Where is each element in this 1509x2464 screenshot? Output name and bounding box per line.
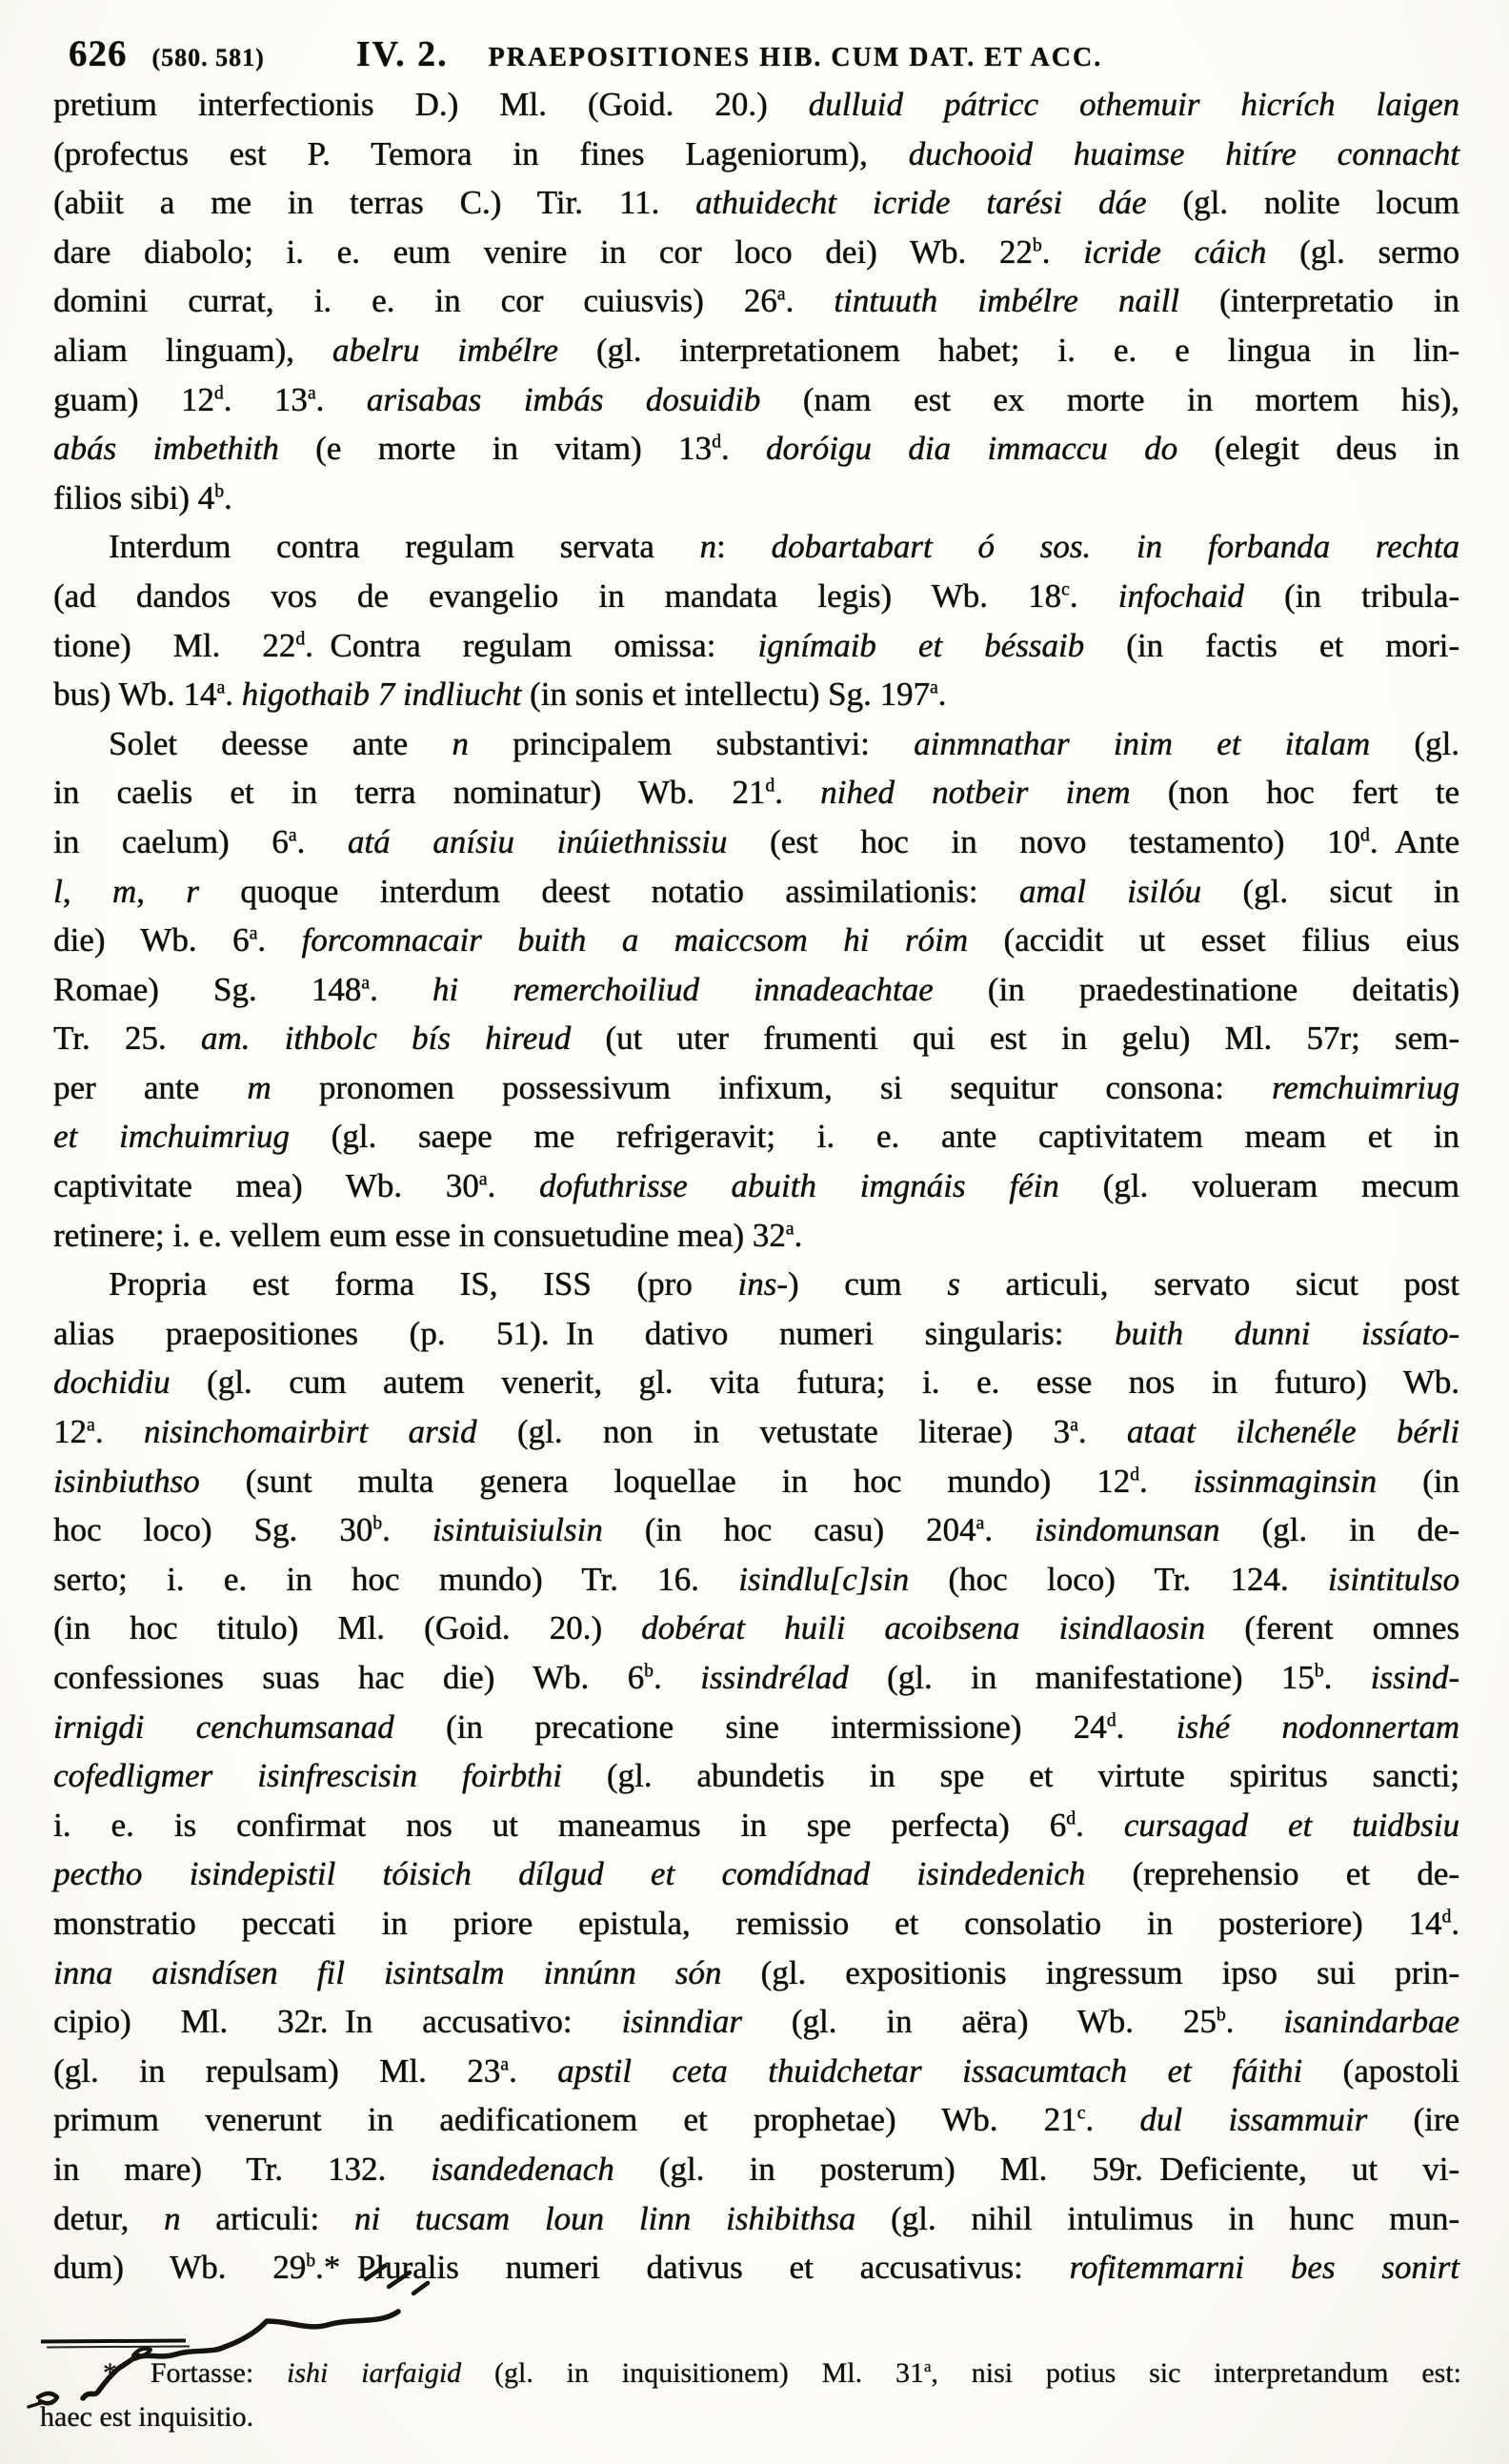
text-line: isinbiuthso (sunt multa genera loquellae in hoc mundo) 12$^d$. issinmaginsin (in [53,1462,1459,1500]
text-line: pectho isindepistil tóisich dílgud et comdídnad isindedenich (reprehensio et de- [53,1855,1459,1893]
text-line: cipio) Ml. 32r. In accusativo: isinndiar (gl. in aëra) Wb. 25$^b$. isanindarbae [53,2003,1460,2041]
text-line: (ad dandos vos de evangelio in mandata legis) Wb. 18$^c$. infochaid (in tribula- [53,576,1459,615]
text-line: pretium interfectionis D.) Ml. (Goid. 20.) dulluid pátricc othemuir hicrích laigen [53,86,1459,123]
text-line: aliam linguam), abelru imbélre (gl. interpretationem habet; i. e. e lingua in lin- [53,331,1460,369]
text-line: cofedligmer isinfrescisin foirbthi (gl. abundetis in spe et virtute spiritus sancti; [53,1757,1459,1795]
text-line: dare diabolo; i. e. eum venire in cor loco dei) Wb. 22$^b$. icride cáich (gl. sermo [53,232,1460,271]
footnote [40,2352,1461,2439]
text-line: in mare) Tr. 132. isandedenach (gl. in posterum) Ml. 59r. Deficiente, ut vi- [53,2150,1459,2188]
text-line: per ante m pronomen possessivum infixum, si sequitur consona: remchuimriug [53,1068,1459,1106]
text-line: primum venerunt in aedificationem et prophetae) Wb. 21$^c$. dul issammuir (ire [53,2101,1460,2139]
text-line: in caelis et in terra nominatur) Wb. 21$^d$. nihed notbeir inem (non hoc fert te [53,774,1460,812]
text-line: filios sibi) 4$^b$. [53,478,232,516]
text-line: Tr. 25. am. ithbolc bís hireud (ut uter frumenti qui est in gelu) Ml. 57r; sem- [53,1020,1459,1058]
text-line: irnigdi cenchumsanad (in precatione sine intermissione) 24$^d$. ishé nodonnertam [53,1707,1459,1746]
running-title: PRAEPOSITIONES HIB. CUM DAT. ET ACC. [488,43,1103,72]
text-line: i. e. is confirmat nos ut maneamus in spe perfecta) 6$^d$. cursagad et tuidbsiu [53,1806,1460,1844]
text-line: abás imbethith (e morte in vitam) 13$^d$. doróigu dia immaccu do (elegit deus in [53,430,1460,468]
chapter-number: IV. 2. [355,34,449,74]
text-line: (gl. in repulsam) Ml. 23$^a$. apstil ceta thuidchetar issacumtach et fáithi (apostoli [53,2051,1460,2090]
text-line: Solet deesse ante n principalem substantivi: ainmnathar inim et italam (gl. [109,724,1459,762]
text-line: haec est inquisitio. [40,2401,254,2433]
text-line: alias praepositiones (p. 51). In dativo numeri singularis: buith dunni issíato- [53,1314,1459,1352]
text-line: serto; i. e. in hoc mundo) Tr. 16. isindlu[c]sin (hoc loco) Tr. 124. isintitulso [53,1560,1459,1598]
text-line: dochidiu (gl. cum autem venerit, gl. vita futura; i. e. esse nos in futuro) Wb. [53,1363,1459,1402]
text-line: guam) 12$^d$. 13$^a$. arisabas imbás dosuidib (nam est ex morte in mortem his), [53,380,1460,418]
text-line: (abiit a me in terras C.) Tir. 11. athuidecht icride tarési dáe (gl. nolite locum [53,184,1459,222]
text-line: inna aisndísen fil isintsalm innúnn són (gl. expositionis ingressum ipso sui prin- [53,1953,1459,1991]
text-line: Interdum contra regulam servata n: dobartabart ó sos. in forbanda rechta [109,528,1459,566]
text-line: monstratio peccati in priore epistula, remissio et consolatio in posteriore) 14$^d$. [53,1904,1459,1942]
text-line: detur, n articuli: ni tucsam loun linn ishibithsa (gl. nihil intulimus in hunc mun- [53,2199,1459,2237]
text-line: * Fortasse: ishi iarfaigid (gl. in inquisitionem) Ml. 31$^a$, nisi potius sic interpretandum est: [103,2357,1461,2389]
text-line: et imchuimriug (gl. saepe me refrigeravit; i. e. ante captivitatem meam et in [53,1118,1459,1156]
running-header [69,32,1458,75]
text-line: retinere; i. e. vellem eum esse in consuetudine mea) 32$^a$. [53,1216,803,1254]
text-line: confessiones suas hac die) Wb. 6$^b$. issindrélad (gl. in manifestatione) 15$^b$. issind- [53,1659,1460,1696]
text-line: in caelum) 6$^a$. atá anísiu inúiethnissiu (est hoc in novo testamento) 10$^d$. Ante [53,822,1460,860]
text-line: l, m, r quoque interdum deest notatio assimilationis: amal isilóu (gl. sicut in [53,872,1460,910]
text-line: Romae) Sg. 148$^a$. hi remerchoiliud innadeachtae (in praedestinatione deitatis) [53,970,1459,1008]
text-line: Propria est forma IS, ISS (pro ins-) cum s articuli, servato sicut post [109,1265,1459,1303]
text-line: (profectus est P. Temora in fines Lageniorum), duchooid huaimse hitíre connacht [53,134,1459,172]
text-line: die) Wb. 6$^a$. forcomnacair buith a maiccsom hi róim (accidit ut esset filius eius [53,921,1459,959]
text-line: tione) Ml. 22$^d$. Contra regulam omissa: ignímaib et béssaib (in factis et mori- [53,626,1459,664]
text-line: 12$^a$. nisinchomairbirt arsid (gl. non in vetustate literae) 3$^a$. ataat ilchenéle bérli [53,1413,1460,1451]
text-line: dum) Wb. 29$^b$.* Pluralis numeri dativus et accusativus: rofitemmarni bes sonirt [53,2249,1459,2287]
body-text [53,80,1459,2292]
page-number: 626 [69,33,128,74]
text-line: hoc loco) Sg. 30$^b$. isintuisiulsin (in hoc casu) 204$^a$. isindomunsan (gl. in de- [53,1511,1460,1549]
text-line: bus) Wb. 14$^a$. higothaib 7 indliucht (in sonis et intellectu) Sg. 197$^a$. [53,676,947,714]
page-reference: (580. 581) [151,44,265,71]
text-line: (in hoc titulo) Ml. (Goid. 20.) dobérat huili acoibsena isindlaosin (ferent omnes [53,1609,1459,1647]
footnote-rule [41,2338,186,2343]
text-line: domini currat, i. e. in cor cuiusvis) 26$^a$. tintuuth imbélre naill (interpretatio in [53,282,1459,320]
text-line: captivitate mea) Wb. 30$^a$. dofuthrisse abuith imgnáis féin (gl. volueram mecum [53,1167,1459,1205]
